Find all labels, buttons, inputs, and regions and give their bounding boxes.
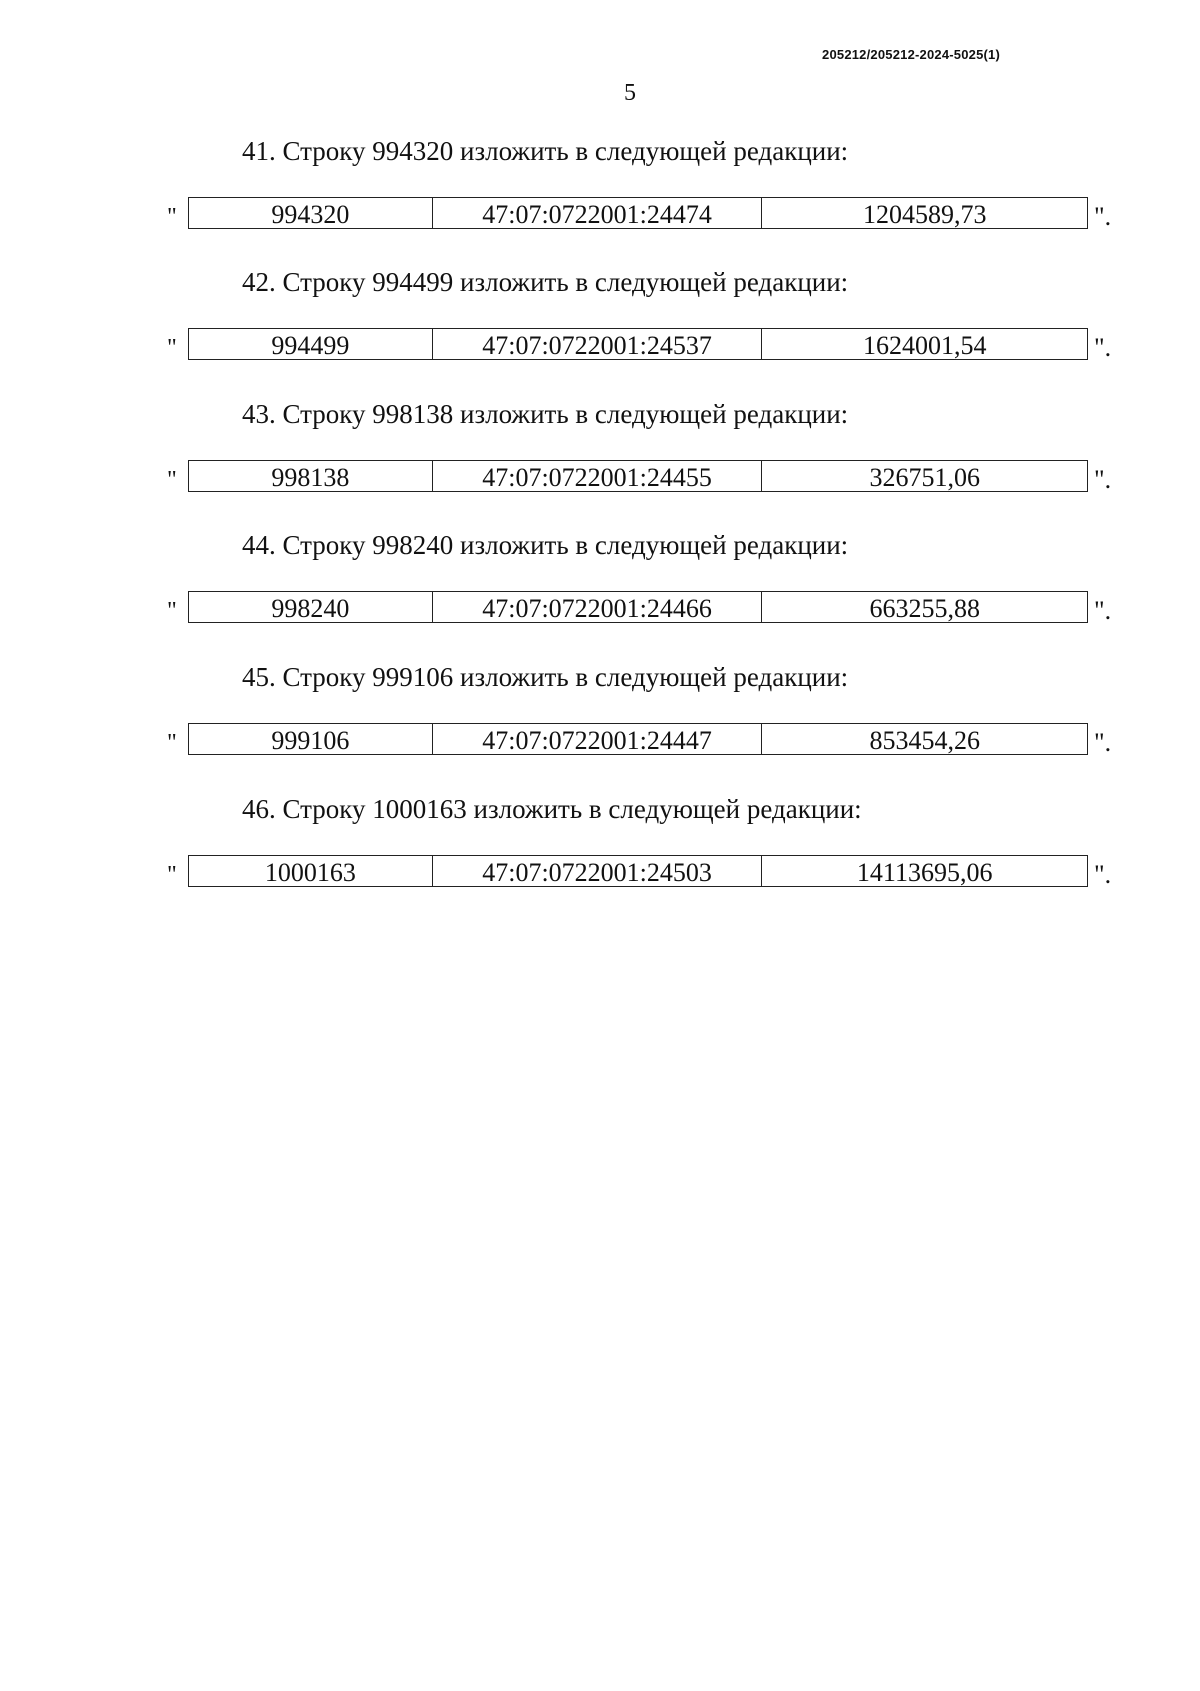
closing-quote: ". bbox=[1094, 860, 1112, 889]
amendment-heading: 44. Строку 998240 изложить в следующей редакции: bbox=[242, 530, 849, 560]
table-row bbox=[188, 197, 1088, 229]
amendment-item bbox=[0, 794, 1200, 914]
cadastral-number-cell: 47:07:0722001:24537 bbox=[433, 329, 763, 359]
cadastral-number-cell: 47:07:0722001:24455 bbox=[433, 461, 763, 491]
row-number-cell: 999106 bbox=[189, 724, 433, 754]
value-cell: 326751,06 bbox=[762, 461, 1088, 491]
closing-quote: ". bbox=[1094, 333, 1112, 362]
cadastral-number-cell: 47:07:0722001:24447 bbox=[433, 724, 763, 754]
cadastral-number-cell: 47:07:0722001:24503 bbox=[433, 856, 763, 886]
value-cell: 1624001,54 bbox=[762, 329, 1088, 359]
table-row bbox=[188, 460, 1088, 492]
amendment-heading: 43. Строку 998138 изложить в следующей редакции: bbox=[242, 399, 849, 429]
opening-quote: " bbox=[167, 204, 177, 230]
row-number-cell: 994320 bbox=[189, 198, 433, 228]
row-number-cell: 1000163 bbox=[189, 856, 433, 886]
value-cell: 663255,88 bbox=[762, 592, 1088, 622]
document-code: 205212/205212-2024-5025(1) bbox=[822, 47, 1000, 62]
opening-quote: " bbox=[167, 862, 177, 888]
page-number: 5 bbox=[624, 80, 636, 106]
amendment-heading: 46. Строку 1000163 изложить в следующей редакции: bbox=[242, 794, 862, 824]
closing-quote: ". bbox=[1094, 202, 1112, 231]
amendment-item bbox=[0, 267, 1200, 387]
table-row bbox=[188, 723, 1088, 755]
amendment-heading: 42. Строку 994499 изложить в следующей редакции: bbox=[242, 267, 849, 297]
table-row bbox=[188, 328, 1088, 360]
amendment-item bbox=[0, 530, 1200, 650]
opening-quote: " bbox=[167, 730, 177, 756]
amendment-item bbox=[0, 399, 1200, 519]
closing-quote: ". bbox=[1094, 596, 1112, 625]
row-number-cell: 998240 bbox=[189, 592, 433, 622]
cadastral-number-cell: 47:07:0722001:24474 bbox=[433, 198, 763, 228]
table-row bbox=[188, 591, 1088, 623]
row-number-cell: 998138 bbox=[189, 461, 433, 491]
opening-quote: " bbox=[167, 467, 177, 493]
value-cell: 14113695,06 bbox=[762, 856, 1088, 886]
amendment-item bbox=[0, 136, 1200, 256]
opening-quote: " bbox=[167, 598, 177, 624]
amendment-heading: 45. Строку 999106 изложить в следующей редакции: bbox=[242, 662, 849, 692]
amendment-heading: 41. Строку 994320 изложить в следующей редакции: bbox=[242, 136, 849, 166]
table-row bbox=[188, 855, 1088, 887]
opening-quote: " bbox=[167, 335, 177, 361]
closing-quote: ". bbox=[1094, 465, 1112, 494]
value-cell: 1204589,73 bbox=[762, 198, 1088, 228]
value-cell: 853454,26 bbox=[762, 724, 1088, 754]
row-number-cell: 994499 bbox=[189, 329, 433, 359]
amendment-item bbox=[0, 662, 1200, 782]
closing-quote: ". bbox=[1094, 728, 1112, 757]
cadastral-number-cell: 47:07:0722001:24466 bbox=[433, 592, 763, 622]
